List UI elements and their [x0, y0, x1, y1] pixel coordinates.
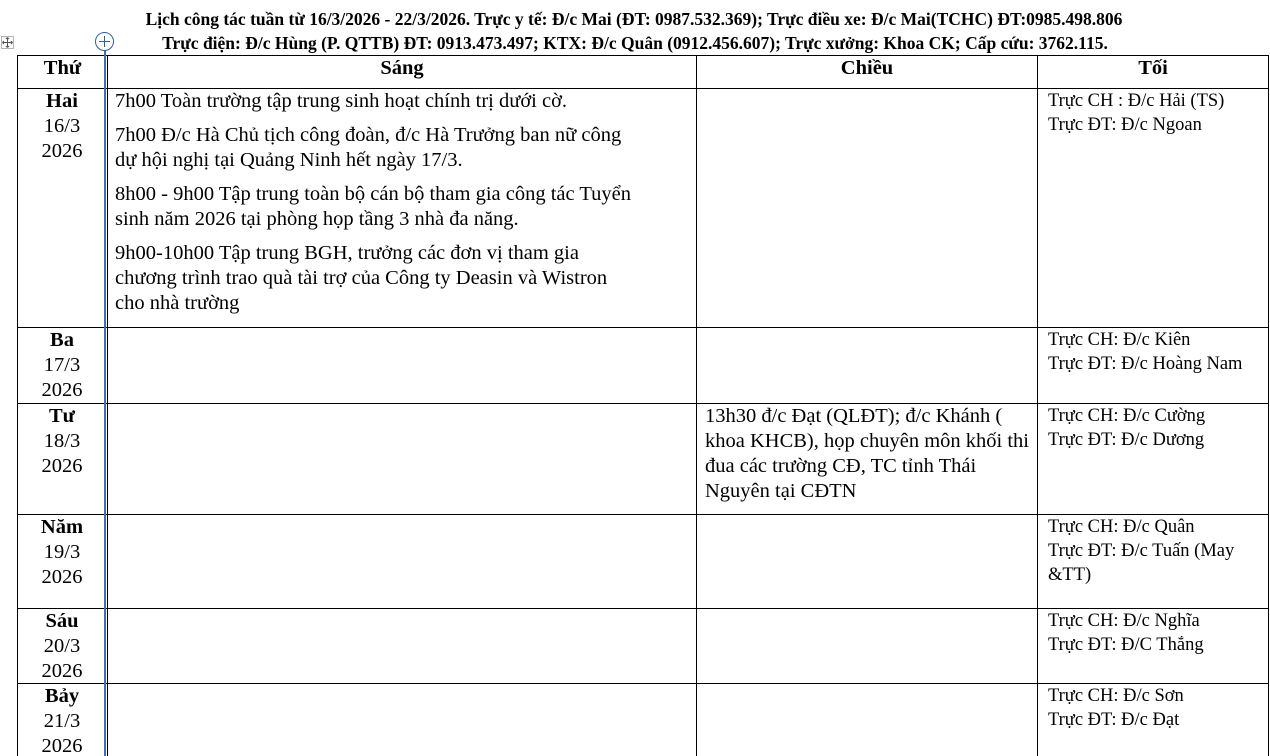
day-year: 2026 — [41, 455, 83, 477]
insert-column-guide-line — [104, 50, 106, 756]
column-header-thu: Thứ — [43, 57, 82, 79]
day-name: Tư — [49, 405, 75, 427]
column-header-toi: Tối — [1138, 57, 1168, 79]
column-header-chieu: Chiều — [840, 57, 894, 79]
evening-cell — [1048, 328, 1268, 376]
evening-cell — [1048, 609, 1268, 657]
morning-cell — [115, 89, 635, 316]
duty-ch: Trực CH: Đ/c Nghĩa — [1048, 611, 1200, 631]
column-border — [1268, 55, 1269, 756]
insert-column-plus-icon[interactable] — [95, 32, 114, 51]
evening-cell — [1048, 404, 1268, 452]
duty-info-line: Trực điện: Đ/c Hùng (P. QTTB) ĐT: 0913.473.497; KTX: Đ/c Quân (0912.456.607); Trực xưởng: Khoa CK; Cấp cứu: 3762.115. — [162, 33, 1108, 53]
day-date: 18/3 — [43, 430, 81, 452]
day-date: 21/3 — [43, 710, 81, 732]
afternoon-cell: 13h30 đ/c Đạt (QLĐT); đ/c Khánh ( khoa KHCB), họp chuyên môn khối thi đua các trường CĐ, TC tỉnh Thái Nguyên tại CĐTN — [705, 405, 1029, 502]
column-header-sang: Sáng — [380, 57, 424, 79]
morning-item: 9h00-10h00 Tập trung BGH, trưởng các đơn vị tham gia chương trình trao quà tài trợ của Công ty Deasin và Wistron cho nhà trường — [115, 242, 608, 314]
day-cell — [18, 515, 106, 590]
duty-dt: Trực ĐT: Đ/c Tuấn (May &TT) — [1048, 541, 1235, 585]
schedule-title: Lịch công tác tuần từ 16/3/2026 - 22/3/2026. Trực y tế: Đ/c Mai (ĐT: 0987.532.369); Trực điều xe: Đ/c Mai(TCHC) ĐT:0985.498.806 — [145, 9, 1123, 29]
duty-dt: Trực ĐT: Đ/c Đạt — [1048, 710, 1180, 730]
day-date: 17/3 — [43, 354, 81, 376]
duty-dt: Trực ĐT: Đ/c Hoàng Nam — [1048, 354, 1243, 374]
duty-dt: Trực ĐT: Đ/c Dương — [1048, 430, 1205, 450]
duty-ch: Trực CH: Đ/c Kiên — [1048, 330, 1191, 350]
duty-ch: Trực CH: Đ/c Sơn — [1048, 686, 1184, 706]
day-year: 2026 — [41, 735, 83, 756]
evening-cell — [1048, 89, 1268, 137]
day-name: Bảy — [44, 685, 80, 707]
day-year: 2026 — [41, 566, 83, 588]
duty-dt: Trực ĐT: Đ/C Thắng — [1048, 635, 1204, 655]
day-name: Năm — [40, 516, 84, 538]
column-border — [696, 55, 697, 756]
day-year: 2026 — [41, 660, 83, 682]
day-date: 16/3 — [43, 115, 81, 137]
table-move-handle-icon[interactable] — [1, 36, 14, 49]
day-cell — [18, 609, 106, 684]
evening-cell — [1048, 515, 1263, 587]
duty-ch: Trực CH : Đ/c Hải (TS) — [1048, 91, 1225, 111]
column-border — [1037, 55, 1038, 756]
duty-ch: Trực CH: Đ/c Quân — [1048, 517, 1195, 537]
day-year: 2026 — [41, 379, 83, 401]
duty-dt: Trực ĐT: Đ/c Ngoan — [1048, 115, 1202, 135]
column-border — [107, 55, 108, 756]
morning-item: 7h00 Toàn trường tập trung sinh hoạt chính trị dưới cờ. — [115, 90, 568, 112]
day-name: Ba — [50, 329, 74, 351]
day-date: 20/3 — [43, 635, 81, 657]
day-cell — [18, 89, 106, 164]
day-name: Hai — [46, 90, 78, 112]
day-year: 2026 — [41, 140, 83, 162]
day-date: 19/3 — [43, 541, 81, 563]
morning-item: 7h00 Đ/c Hà Chủ tịch công đoàn, đ/c Hà Trưởng ban nữ công dự hội nghị tại Quảng Ninh hết ngày 17/3. — [115, 124, 622, 171]
evening-cell — [1048, 684, 1268, 732]
day-cell — [18, 684, 106, 756]
morning-item: 8h00 - 9h00 Tập trung toàn bộ cán bộ tham gia công tác Tuyển sinh năm 2026 tại phòng họp tầng 3 nhà đa năng. — [115, 183, 632, 230]
duty-ch: Trực CH: Đ/c Cường — [1048, 406, 1206, 426]
day-cell — [18, 404, 106, 479]
day-name: Sáu — [45, 610, 79, 632]
day-cell — [18, 328, 106, 403]
